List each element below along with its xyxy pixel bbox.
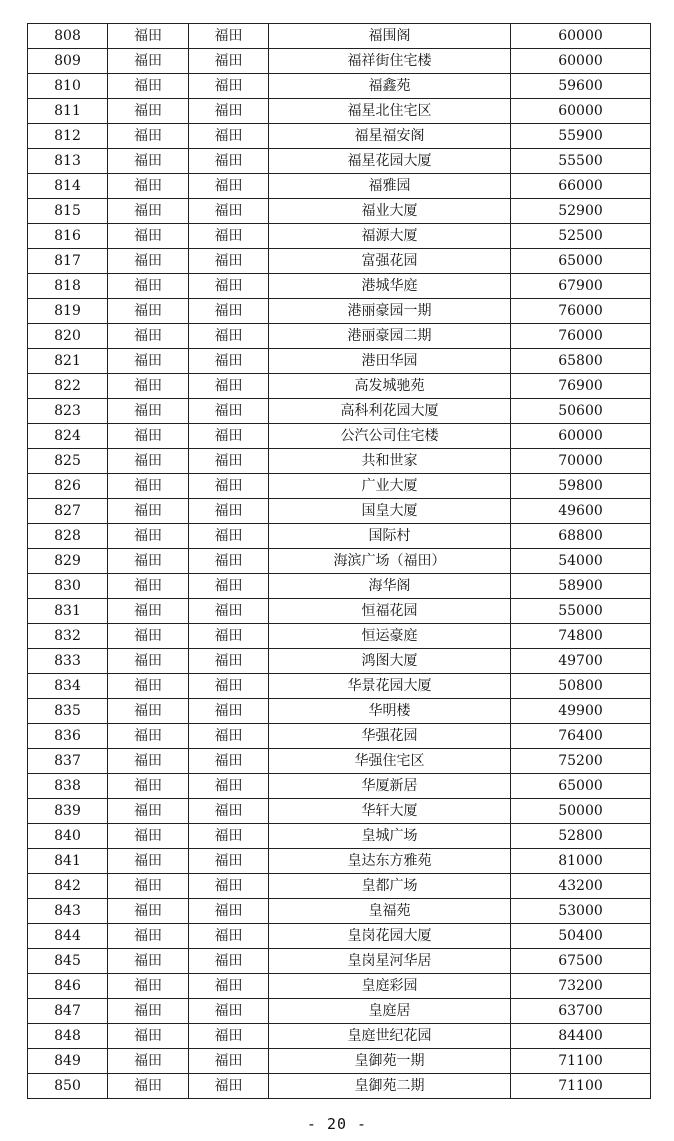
row-number-cell: 850 — [28, 1074, 108, 1099]
page-number: - 20 - — [306, 1115, 368, 1133]
row-number-cell: 820 — [28, 324, 108, 349]
district-cell: 福田 — [108, 1024, 189, 1049]
project-name-cell: 华强花园 — [269, 724, 511, 749]
district-cell: 福田 — [108, 549, 189, 574]
area-cell: 福田 — [189, 424, 269, 449]
district-cell: 福田 — [108, 799, 189, 824]
price-cell: 49600 — [511, 499, 651, 524]
price-cell: 65800 — [511, 349, 651, 374]
area-cell: 福田 — [189, 924, 269, 949]
area-cell: 福田 — [189, 249, 269, 274]
price-cell: 81000 — [511, 849, 651, 874]
area-cell: 福田 — [189, 724, 269, 749]
area-cell: 福田 — [189, 474, 269, 499]
district-cell: 福田 — [108, 499, 189, 524]
price-cell: 67500 — [511, 949, 651, 974]
table-row — [28, 974, 651, 999]
area-cell: 福田 — [189, 1074, 269, 1099]
project-name-cell: 恒运豪庭 — [269, 624, 511, 649]
table-row — [28, 724, 651, 749]
table-row — [28, 374, 651, 399]
district-cell: 福田 — [108, 874, 189, 899]
area-cell: 福田 — [189, 274, 269, 299]
district-cell: 福田 — [108, 749, 189, 774]
price-cell: 52500 — [511, 224, 651, 249]
district-cell: 福田 — [108, 149, 189, 174]
district-cell: 福田 — [108, 449, 189, 474]
price-cell: 70000 — [511, 449, 651, 474]
price-cell: 65000 — [511, 774, 651, 799]
area-cell: 福田 — [189, 199, 269, 224]
district-cell: 福田 — [108, 574, 189, 599]
table-row — [28, 849, 651, 874]
project-name-cell: 恒福花园 — [269, 599, 511, 624]
price-cell: 55900 — [511, 124, 651, 149]
row-number-cell: 821 — [28, 349, 108, 374]
price-cell: 50800 — [511, 674, 651, 699]
project-name-cell: 福祥街住宅楼 — [269, 49, 511, 74]
row-number-cell: 814 — [28, 174, 108, 199]
area-cell: 福田 — [189, 24, 269, 49]
area-cell: 福田 — [189, 99, 269, 124]
row-number-cell: 849 — [28, 1049, 108, 1074]
area-cell: 福田 — [189, 874, 269, 899]
area-cell: 福田 — [189, 649, 269, 674]
price-table — [27, 23, 651, 1099]
table-row — [28, 624, 651, 649]
district-cell: 福田 — [108, 224, 189, 249]
table-row — [28, 749, 651, 774]
project-name-cell: 港丽豪园一期 — [269, 299, 511, 324]
row-number-cell: 845 — [28, 949, 108, 974]
area-cell: 福田 — [189, 399, 269, 424]
project-name-cell: 国际村 — [269, 524, 511, 549]
area-cell: 福田 — [189, 849, 269, 874]
row-number-cell: 823 — [28, 399, 108, 424]
project-name-cell: 皇庭居 — [269, 999, 511, 1024]
table-row — [28, 49, 651, 74]
row-number-cell: 848 — [28, 1024, 108, 1049]
table-row — [28, 999, 651, 1024]
price-cell: 55500 — [511, 149, 651, 174]
price-cell: 63700 — [511, 999, 651, 1024]
table-row — [28, 649, 651, 674]
area-cell: 福田 — [189, 49, 269, 74]
project-name-cell: 华景花园大厦 — [269, 674, 511, 699]
district-cell: 福田 — [108, 924, 189, 949]
table-row — [28, 74, 651, 99]
table-row — [28, 674, 651, 699]
project-name-cell: 福鑫苑 — [269, 74, 511, 99]
table-row — [28, 824, 651, 849]
table-row — [28, 224, 651, 249]
area-cell: 福田 — [189, 224, 269, 249]
district-cell: 福田 — [108, 74, 189, 99]
price-cell: 71100 — [511, 1049, 651, 1074]
table-row — [28, 249, 651, 274]
table-row — [28, 24, 651, 49]
row-number-cell: 847 — [28, 999, 108, 1024]
price-cell: 49700 — [511, 649, 651, 674]
area-cell: 福田 — [189, 899, 269, 924]
area-cell: 福田 — [189, 749, 269, 774]
price-cell: 71100 — [511, 1074, 651, 1099]
project-name-cell: 皇福苑 — [269, 899, 511, 924]
price-cell: 52800 — [511, 824, 651, 849]
project-name-cell: 皇岗星河华居 — [269, 949, 511, 974]
row-number-cell: 816 — [28, 224, 108, 249]
project-name-cell: 皇岗花园大厦 — [269, 924, 511, 949]
district-cell: 福田 — [108, 824, 189, 849]
table-row — [28, 299, 651, 324]
price-cell: 49900 — [511, 699, 651, 724]
price-cell: 68800 — [511, 524, 651, 549]
table-row — [28, 924, 651, 949]
row-number-cell: 835 — [28, 699, 108, 724]
price-cell: 50600 — [511, 399, 651, 424]
district-cell: 福田 — [108, 999, 189, 1024]
area-cell: 福田 — [189, 599, 269, 624]
price-cell: 53000 — [511, 899, 651, 924]
area-cell: 福田 — [189, 1049, 269, 1074]
area-cell: 福田 — [189, 149, 269, 174]
row-number-cell: 812 — [28, 124, 108, 149]
project-name-cell: 华轩大厦 — [269, 799, 511, 824]
price-cell: 60000 — [511, 99, 651, 124]
area-cell: 福田 — [189, 124, 269, 149]
row-number-cell: 836 — [28, 724, 108, 749]
price-cell: 50400 — [511, 924, 651, 949]
row-number-cell: 827 — [28, 499, 108, 524]
table-body — [28, 24, 651, 1099]
district-cell: 福田 — [108, 974, 189, 999]
price-cell: 60000 — [511, 424, 651, 449]
row-number-cell: 808 — [28, 24, 108, 49]
row-number-cell: 832 — [28, 624, 108, 649]
project-name-cell: 福星北住宅区 — [269, 99, 511, 124]
price-cell: 52900 — [511, 199, 651, 224]
project-name-cell: 高发城驰苑 — [269, 374, 511, 399]
row-number-cell: 825 — [28, 449, 108, 474]
price-cell: 50000 — [511, 799, 651, 824]
price-cell: 60000 — [511, 49, 651, 74]
price-cell: 76400 — [511, 724, 651, 749]
table-row — [28, 799, 651, 824]
table-row — [28, 99, 651, 124]
table-row — [28, 349, 651, 374]
project-name-cell: 皇城广场 — [269, 824, 511, 849]
project-name-cell: 皇都广场 — [269, 874, 511, 899]
project-name-cell: 华明楼 — [269, 699, 511, 724]
table-row — [28, 1049, 651, 1074]
district-cell: 福田 — [108, 24, 189, 49]
area-cell: 福田 — [189, 324, 269, 349]
table-row — [28, 474, 651, 499]
row-number-cell: 830 — [28, 574, 108, 599]
row-number-cell: 831 — [28, 599, 108, 624]
row-number-cell: 840 — [28, 824, 108, 849]
row-number-cell: 838 — [28, 774, 108, 799]
row-number-cell: 843 — [28, 899, 108, 924]
price-cell: 59600 — [511, 74, 651, 99]
table-row — [28, 574, 651, 599]
row-number-cell: 826 — [28, 474, 108, 499]
district-cell: 福田 — [108, 99, 189, 124]
district-cell: 福田 — [108, 199, 189, 224]
district-cell: 福田 — [108, 1049, 189, 1074]
district-cell: 福田 — [108, 49, 189, 74]
district-cell: 福田 — [108, 899, 189, 924]
row-number-cell: 846 — [28, 974, 108, 999]
table-row — [28, 1074, 651, 1099]
district-cell: 福田 — [108, 674, 189, 699]
row-number-cell: 811 — [28, 99, 108, 124]
district-cell: 福田 — [108, 524, 189, 549]
district-cell: 福田 — [108, 699, 189, 724]
project-name-cell: 华厦新居 — [269, 774, 511, 799]
table-row — [28, 899, 651, 924]
table-row — [28, 324, 651, 349]
area-cell: 福田 — [189, 824, 269, 849]
table-row — [28, 124, 651, 149]
table-row — [28, 449, 651, 474]
price-cell: 75200 — [511, 749, 651, 774]
row-number-cell: 817 — [28, 249, 108, 274]
project-name-cell: 福雅园 — [269, 174, 511, 199]
area-cell: 福田 — [189, 949, 269, 974]
project-name-cell: 富强花园 — [269, 249, 511, 274]
price-cell: 59800 — [511, 474, 651, 499]
district-cell: 福田 — [108, 374, 189, 399]
district-cell: 福田 — [108, 174, 189, 199]
table-row — [28, 699, 651, 724]
project-name-cell: 公汽公司住宅楼 — [269, 424, 511, 449]
table-row — [28, 174, 651, 199]
district-cell: 福田 — [108, 1074, 189, 1099]
project-name-cell: 皇庭世纪花园 — [269, 1024, 511, 1049]
price-cell: 74800 — [511, 624, 651, 649]
project-name-cell: 高科利花园大厦 — [269, 399, 511, 424]
table-row — [28, 874, 651, 899]
row-number-cell: 818 — [28, 274, 108, 299]
price-cell: 76000 — [511, 324, 651, 349]
table-row — [28, 1024, 651, 1049]
district-cell: 福田 — [108, 349, 189, 374]
district-cell: 福田 — [108, 949, 189, 974]
row-number-cell: 837 — [28, 749, 108, 774]
row-number-cell: 815 — [28, 199, 108, 224]
area-cell: 福田 — [189, 374, 269, 399]
district-cell: 福田 — [108, 724, 189, 749]
project-name-cell: 海华阁 — [269, 574, 511, 599]
price-cell: 67900 — [511, 274, 651, 299]
table-row — [28, 949, 651, 974]
area-cell: 福田 — [189, 174, 269, 199]
row-number-cell: 829 — [28, 549, 108, 574]
table-row — [28, 524, 651, 549]
project-name-cell: 共和世家 — [269, 449, 511, 474]
price-cell: 84400 — [511, 1024, 651, 1049]
row-number-cell: 833 — [28, 649, 108, 674]
table-row — [28, 424, 651, 449]
area-cell: 福田 — [189, 524, 269, 549]
row-number-cell: 824 — [28, 424, 108, 449]
area-cell: 福田 — [189, 999, 269, 1024]
price-cell: 65000 — [511, 249, 651, 274]
area-cell: 福田 — [189, 549, 269, 574]
project-name-cell: 福星花园大厦 — [269, 149, 511, 174]
area-cell: 福田 — [189, 499, 269, 524]
district-cell: 福田 — [108, 849, 189, 874]
price-cell: 58900 — [511, 574, 651, 599]
row-number-cell: 819 — [28, 299, 108, 324]
project-name-cell: 福星福安阁 — [269, 124, 511, 149]
project-name-cell: 广业大厦 — [269, 474, 511, 499]
project-name-cell: 皇庭彩园 — [269, 974, 511, 999]
row-number-cell: 810 — [28, 74, 108, 99]
row-number-cell: 834 — [28, 674, 108, 699]
area-cell: 福田 — [189, 1024, 269, 1049]
district-cell: 福田 — [108, 474, 189, 499]
area-cell: 福田 — [189, 449, 269, 474]
project-name-cell: 皇御苑一期 — [269, 1049, 511, 1074]
area-cell: 福田 — [189, 574, 269, 599]
district-cell: 福田 — [108, 774, 189, 799]
price-cell: 76900 — [511, 374, 651, 399]
table-row — [28, 399, 651, 424]
area-cell: 福田 — [189, 299, 269, 324]
project-name-cell: 海滨广场（福田） — [269, 549, 511, 574]
table-row — [28, 774, 651, 799]
district-cell: 福田 — [108, 424, 189, 449]
row-number-cell: 842 — [28, 874, 108, 899]
project-name-cell: 港丽豪园二期 — [269, 324, 511, 349]
district-cell: 福田 — [108, 599, 189, 624]
price-cell: 55000 — [511, 599, 651, 624]
district-cell: 福田 — [108, 124, 189, 149]
project-name-cell: 皇御苑二期 — [269, 1074, 511, 1099]
row-number-cell: 844 — [28, 924, 108, 949]
row-number-cell: 813 — [28, 149, 108, 174]
project-name-cell: 鸿图大厦 — [269, 649, 511, 674]
district-cell: 福田 — [108, 249, 189, 274]
table-row — [28, 599, 651, 624]
price-cell: 60000 — [511, 24, 651, 49]
area-cell: 福田 — [189, 674, 269, 699]
project-name-cell: 福业大厦 — [269, 199, 511, 224]
row-number-cell: 828 — [28, 524, 108, 549]
row-number-cell: 822 — [28, 374, 108, 399]
district-cell: 福田 — [108, 274, 189, 299]
row-number-cell: 809 — [28, 49, 108, 74]
row-number-cell: 841 — [28, 849, 108, 874]
district-cell: 福田 — [108, 399, 189, 424]
project-name-cell: 港城华庭 — [269, 274, 511, 299]
project-name-cell: 皇达东方雅苑 — [269, 849, 511, 874]
district-cell: 福田 — [108, 624, 189, 649]
row-number-cell: 839 — [28, 799, 108, 824]
price-cell: 73200 — [511, 974, 651, 999]
area-cell: 福田 — [189, 699, 269, 724]
table-row — [28, 549, 651, 574]
price-cell: 66000 — [511, 174, 651, 199]
project-name-cell: 福源大厦 — [269, 224, 511, 249]
area-cell: 福田 — [189, 74, 269, 99]
district-cell: 福田 — [108, 324, 189, 349]
table-row — [28, 499, 651, 524]
project-name-cell: 国皇大厦 — [269, 499, 511, 524]
district-cell: 福田 — [108, 649, 189, 674]
project-name-cell: 福围阁 — [269, 24, 511, 49]
table-row — [28, 274, 651, 299]
project-name-cell: 港田华园 — [269, 349, 511, 374]
price-cell: 43200 — [511, 874, 651, 899]
area-cell: 福田 — [189, 974, 269, 999]
area-cell: 福田 — [189, 799, 269, 824]
table-row — [28, 149, 651, 174]
area-cell: 福田 — [189, 774, 269, 799]
district-cell: 福田 — [108, 299, 189, 324]
area-cell: 福田 — [189, 349, 269, 374]
price-cell: 76000 — [511, 299, 651, 324]
table-row — [28, 199, 651, 224]
project-name-cell: 华强住宅区 — [269, 749, 511, 774]
price-cell: 54000 — [511, 549, 651, 574]
area-cell: 福田 — [189, 624, 269, 649]
